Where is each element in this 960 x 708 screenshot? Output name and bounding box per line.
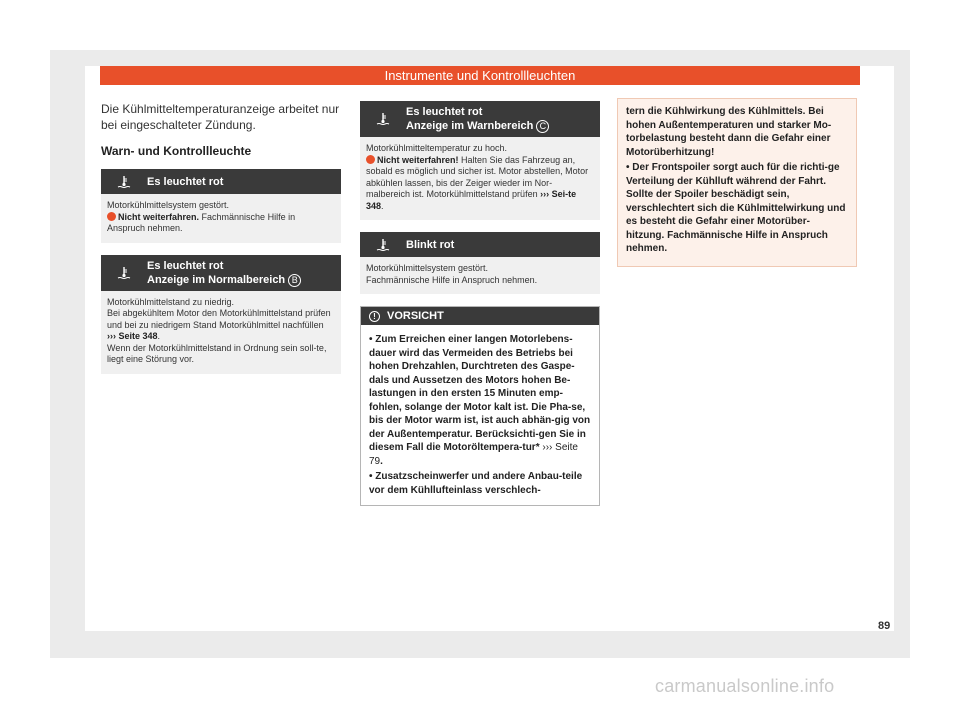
- caution-item: • Zusatzscheinwerfer und andere Anbau-teile vor dem Kühllufteinlass verschlech-: [369, 471, 583, 496]
- card-bold-text: Nicht weiterfahren!: [377, 154, 459, 165]
- coolant-temperature-icon: [360, 238, 406, 252]
- card-text: Fachmännische Hilfe in Anspruch nehmen.: [107, 211, 296, 233]
- letter-b-marker: B: [288, 274, 301, 287]
- caution-title: VORSICHT: [387, 310, 444, 322]
- caution-text: .: [380, 455, 383, 467]
- card-body: [101, 291, 341, 374]
- card-body: [360, 137, 600, 220]
- card-text: Halten Sie das Fahrzeug an, sobald es möglich und sicher ist. Motor abstellen, Motor abkühlen lassen, bis der Zeiger wieder im Nor-malbereich ist. Motorkühlmittelstand prüfen: [366, 154, 589, 199]
- intro-text: Die Kühlmitteltemperaturanzeige arbeitet nur bei eingeschalteter Zündung.: [101, 102, 340, 132]
- column-right: [617, 98, 857, 267]
- warning-card-normal-range: [101, 255, 341, 374]
- continuation-paragraph: • Der Frontspoiler sorgt auch für die richti-ge Verteilung der Kühlluft während der Fahrt. Sollte der Spoiler beschädigt sein, verschlechtert sich die Kühlmittelwirkung und es besteht die Gefahr einer Motorüber-hitzung. Fachmännische Hilfe in Anspruch nehmen.: [626, 162, 846, 254]
- stop-icon: [366, 155, 375, 164]
- card-text: .: [381, 200, 384, 211]
- card-header: [360, 232, 600, 257]
- card-title: [147, 259, 301, 287]
- card-text: Fachmännische Hilfe in Anspruch nehmen.: [366, 274, 538, 285]
- card-title-line2: Anzeige im Warnbereich: [406, 120, 534, 132]
- column-middle: [360, 101, 600, 506]
- card-text: Wenn der Motorkühlmittelstand in Ordnung sein soll-te, liegt eine Störung vor.: [107, 342, 327, 364]
- card-header: [101, 169, 341, 194]
- card-text: Motorkühlmittelstand zu niedrig.: [107, 296, 235, 307]
- watermark: carmanualsonline.info: [655, 676, 835, 696]
- card-title-line1: Es leuchtet rot: [406, 106, 483, 118]
- caution-header: [361, 307, 599, 325]
- stop-icon: [107, 212, 116, 221]
- caution-box: [360, 306, 600, 506]
- coolant-temperature-icon: [101, 266, 147, 280]
- warning-card-blinking: [360, 232, 600, 294]
- card-title: Blinkt rot: [406, 238, 455, 251]
- column-left: [101, 101, 341, 374]
- card-body: [360, 257, 600, 294]
- continuation-paragraph: tern die Kühlwirkung des Kühlmittels. Bei hohen Außentemperaturen und starker Mo-torbelastung besteht dann die Gefahr einer Motorüberhitzung!: [626, 106, 832, 158]
- card-text: .: [157, 331, 161, 341]
- card-title: Es leuchtet rot: [147, 175, 224, 188]
- card-text: Bei abgekühltem Motor den Motorkühlmittelstand prüfen und bei zu niedrigem Stand Motorkühlmittel nachfüllen: [107, 308, 331, 330]
- caution-icon: !: [369, 311, 380, 322]
- page-reference-link[interactable]: ››› Sei-te 348: [366, 189, 577, 211]
- coolant-temperature-icon: [360, 112, 406, 126]
- page-reference-link[interactable]: ››› Seite 79: [369, 442, 578, 467]
- card-title-line2: Anzeige im Normalbereich: [147, 273, 286, 286]
- card-body: [101, 194, 341, 243]
- letter-c-marker: C: [536, 120, 549, 133]
- page-number: 89: [878, 620, 891, 632]
- card-title-line1: Es leuchtet rot: [147, 259, 224, 272]
- caution-continuation-box: [617, 98, 857, 267]
- card-text: Motorkühlmitteltemperatur zu hoch.: [366, 143, 508, 153]
- card-header: [101, 255, 341, 291]
- caution-body: [361, 325, 599, 505]
- warning-card-warning-range: [360, 101, 600, 220]
- caution-item: [369, 333, 591, 468]
- section-title: Warn- und Kontrollleuchte: [101, 144, 252, 158]
- page-header: Instrumente und Kontrollleuchten: [100, 66, 860, 85]
- page-reference-link[interactable]: ››› Seite 348: [107, 331, 158, 341]
- warning-card-red: [101, 169, 341, 243]
- card-text: Motorkühlmittelsystem gestört.: [107, 200, 230, 210]
- card-text: Motorkühlmittelsystem gestört.: [366, 263, 489, 273]
- card-title: [406, 105, 549, 133]
- coolant-temperature-icon: [101, 175, 147, 189]
- card-header: [360, 101, 600, 137]
- card-bold-text: Nicht weiterfahren.: [118, 211, 200, 222]
- caution-text: • Zum Erreichen einer langen Motorlebens-dauer wird das Vermeiden des Betriebs bei hohen Drehzahlen, Durchtreten des Gaspe-dals und Aussetzen des Motors hohen Be-lastungen in den ersten 15 Minuten emp-fohlen, solange der Motor kalt ist. Die Pha-se, bis der Motor warm ist, ist auch abhän-gig von der Außentemperatur. Berücksichti-gen Sie in diesem Fall die Motoröltempera-tur*: [369, 334, 591, 453]
